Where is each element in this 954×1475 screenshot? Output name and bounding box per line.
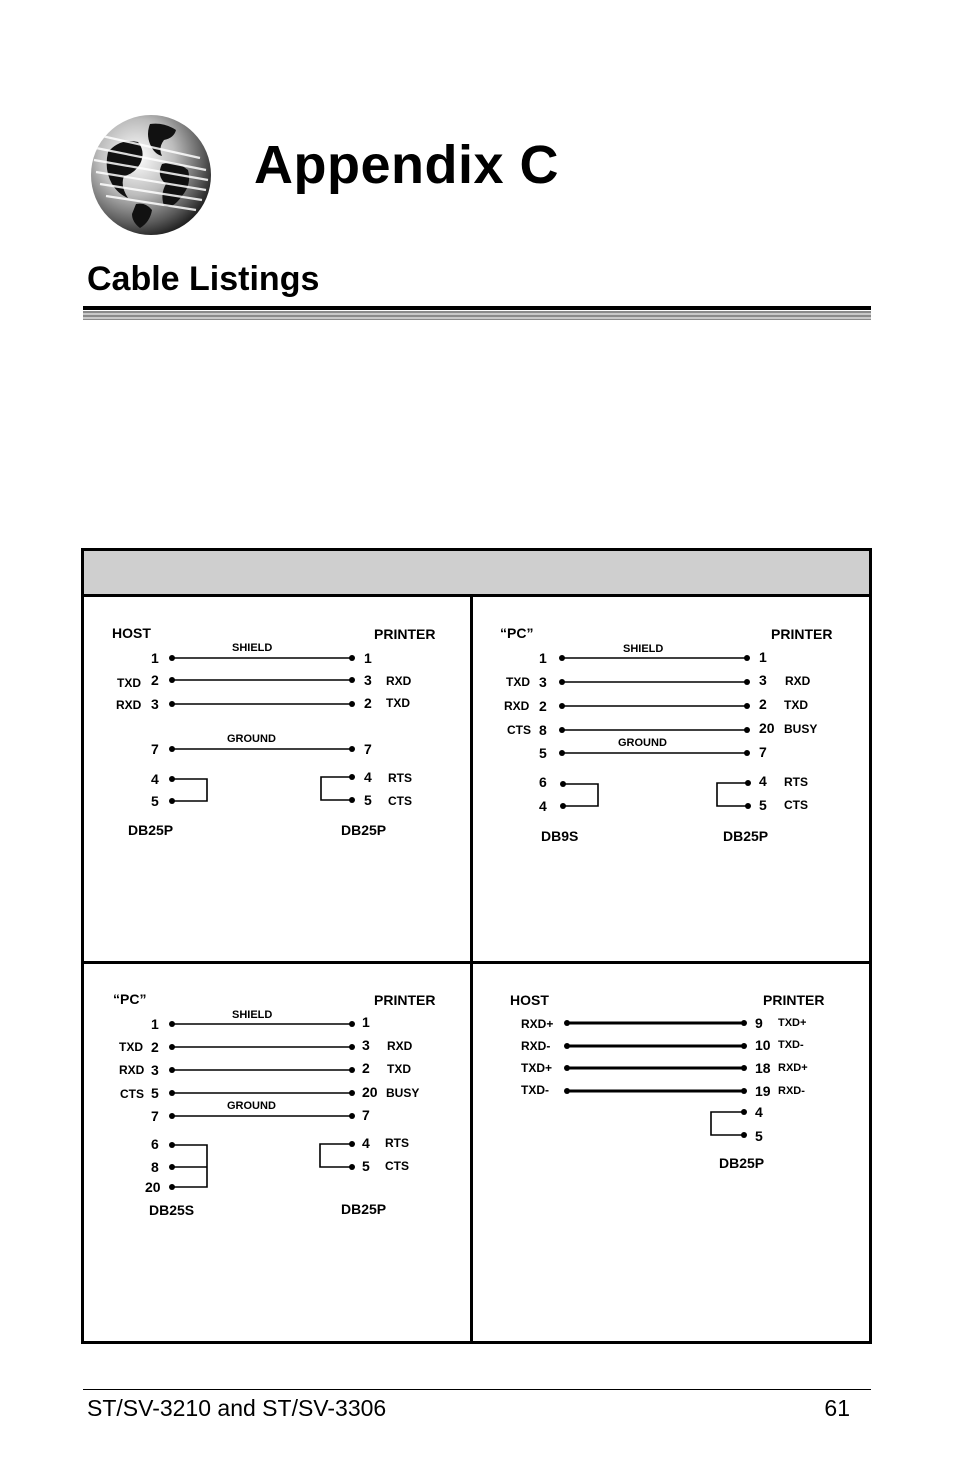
left-signal: RXD+ xyxy=(521,1017,554,1031)
right-connector-type: DB25P xyxy=(723,828,769,844)
right-pin: 19 xyxy=(755,1083,771,1099)
section-title: Cable Listings xyxy=(87,260,320,298)
shield-label: SHIELD xyxy=(232,1009,273,1021)
right-pin: 2 xyxy=(759,696,767,712)
left-pin: 2 xyxy=(151,672,159,688)
left-connector-title: HOST xyxy=(510,992,549,1008)
left-pin: 2 xyxy=(151,1039,159,1055)
left-signal: TXD+ xyxy=(521,1061,553,1075)
left-connector-title: “PC” xyxy=(500,625,534,641)
left-signal: TXD xyxy=(117,676,141,690)
right-signal: RXD xyxy=(785,674,811,688)
right-signal: RTS xyxy=(385,1136,409,1150)
left-pin: 7 xyxy=(151,741,159,757)
right-signal: CTS xyxy=(385,1159,409,1173)
right-signal: TXD+ xyxy=(778,1017,807,1029)
left-pin: 5 xyxy=(151,793,159,809)
right-signal: RTS xyxy=(388,771,412,785)
right-pin: 5 xyxy=(759,797,767,813)
right-pin: 4 xyxy=(364,769,372,785)
page-number: 61 xyxy=(824,1395,850,1421)
right-signal: CTS xyxy=(784,798,808,812)
right-pin: 7 xyxy=(362,1107,370,1123)
right-connector-title: PRINTER xyxy=(374,992,436,1008)
left-connector-type: DB9S xyxy=(541,828,579,844)
left-signal: TXD- xyxy=(521,1083,549,1097)
right-pin: 20 xyxy=(362,1084,378,1100)
right-signal: TXD- xyxy=(778,1039,804,1051)
right-signal: CTS xyxy=(388,794,412,808)
right-signal: TXD xyxy=(784,698,808,712)
right-signal: RTS xyxy=(784,775,808,789)
right-signal: BUSY xyxy=(784,722,818,736)
right-pin: 1 xyxy=(362,1014,370,1030)
title-rule-shade xyxy=(83,311,871,320)
left-signal: CTS xyxy=(120,1087,144,1101)
right-connector-title: PRINTER xyxy=(771,626,833,642)
left-pin: 2 xyxy=(539,698,547,714)
right-pin: 1 xyxy=(364,650,372,666)
right-pin: 4 xyxy=(755,1104,763,1120)
left-pin: 8 xyxy=(151,1159,159,1175)
title-rule xyxy=(83,306,871,310)
table-row-divider xyxy=(84,961,869,964)
right-signal: RXD- xyxy=(778,1085,805,1097)
right-pin: 5 xyxy=(362,1158,370,1174)
right-connector-type: DB25P xyxy=(341,822,387,838)
left-connector-type: DB25P xyxy=(128,822,174,838)
left-pin: 6 xyxy=(151,1136,159,1152)
right-signal: TXD xyxy=(386,696,410,710)
right-pin: 7 xyxy=(364,741,372,757)
left-signal: RXD xyxy=(504,699,530,713)
right-signal: TXD xyxy=(387,1062,411,1076)
right-connector-title: PRINTER xyxy=(763,992,825,1008)
left-pin: 3 xyxy=(151,1062,159,1078)
right-pin: 1 xyxy=(759,649,767,665)
cable-table xyxy=(81,548,872,1344)
left-pin: 3 xyxy=(151,696,159,712)
ground-label: GROUND xyxy=(227,733,276,745)
left-pin: 5 xyxy=(539,745,547,761)
right-connector-type: DB25P xyxy=(719,1155,765,1171)
left-pin: 3 xyxy=(539,674,547,690)
ground-label: GROUND xyxy=(227,1100,276,1112)
shield-label: SHIELD xyxy=(623,643,664,655)
appendix-title: Appendix C xyxy=(254,135,560,195)
right-pin: 2 xyxy=(362,1060,370,1076)
footer-rule xyxy=(83,1389,871,1390)
left-pin: 1 xyxy=(539,650,547,666)
right-connector-type: DB25P xyxy=(341,1201,387,1217)
right-signal: RXD xyxy=(387,1039,413,1053)
left-signal: RXD xyxy=(116,698,142,712)
right-pin: 18 xyxy=(755,1060,771,1076)
right-pin: 3 xyxy=(362,1037,370,1053)
left-signal: TXD xyxy=(506,675,530,689)
table-column-divider xyxy=(470,597,473,1341)
right-pin: 3 xyxy=(759,672,767,688)
right-pin: 3 xyxy=(364,672,372,688)
right-pin: 10 xyxy=(755,1037,771,1053)
left-connector-type: DB25S xyxy=(149,1202,195,1218)
footer-product: ST/SV-3210 and ST/SV-3306 xyxy=(87,1395,387,1421)
globe-logo xyxy=(88,112,214,238)
right-pin: 20 xyxy=(759,720,775,736)
left-connector-title: HOST xyxy=(112,625,151,641)
left-pin: 4 xyxy=(539,798,547,814)
left-pin: 20 xyxy=(145,1179,161,1195)
left-pin: 4 xyxy=(151,771,159,787)
left-pin: 8 xyxy=(539,722,547,738)
left-pin: 1 xyxy=(151,1016,159,1032)
left-signal: RXD- xyxy=(521,1039,551,1053)
right-pin: 4 xyxy=(759,773,767,789)
left-pin: 1 xyxy=(151,650,159,666)
right-connector-title: PRINTER xyxy=(374,626,436,642)
left-signal: RXD xyxy=(119,1063,145,1077)
right-pin: 5 xyxy=(755,1128,763,1144)
left-signal: CTS xyxy=(507,723,531,737)
table-header xyxy=(84,551,869,597)
right-pin: 2 xyxy=(364,695,372,711)
left-pin: 7 xyxy=(151,1108,159,1124)
right-signal: RXD+ xyxy=(778,1062,808,1074)
right-pin: 7 xyxy=(759,744,767,760)
right-signal: RXD xyxy=(386,674,412,688)
left-signal: TXD xyxy=(119,1040,143,1054)
shield-label: SHIELD xyxy=(232,642,273,654)
right-pin: 5 xyxy=(364,792,372,808)
left-pin: 5 xyxy=(151,1085,159,1101)
ground-label: GROUND xyxy=(618,737,667,749)
right-signal: BUSY xyxy=(386,1086,420,1100)
left-connector-title: “PC” xyxy=(113,991,147,1007)
right-pin: 9 xyxy=(755,1015,763,1031)
left-pin: 6 xyxy=(539,774,547,790)
right-pin: 4 xyxy=(362,1135,370,1151)
